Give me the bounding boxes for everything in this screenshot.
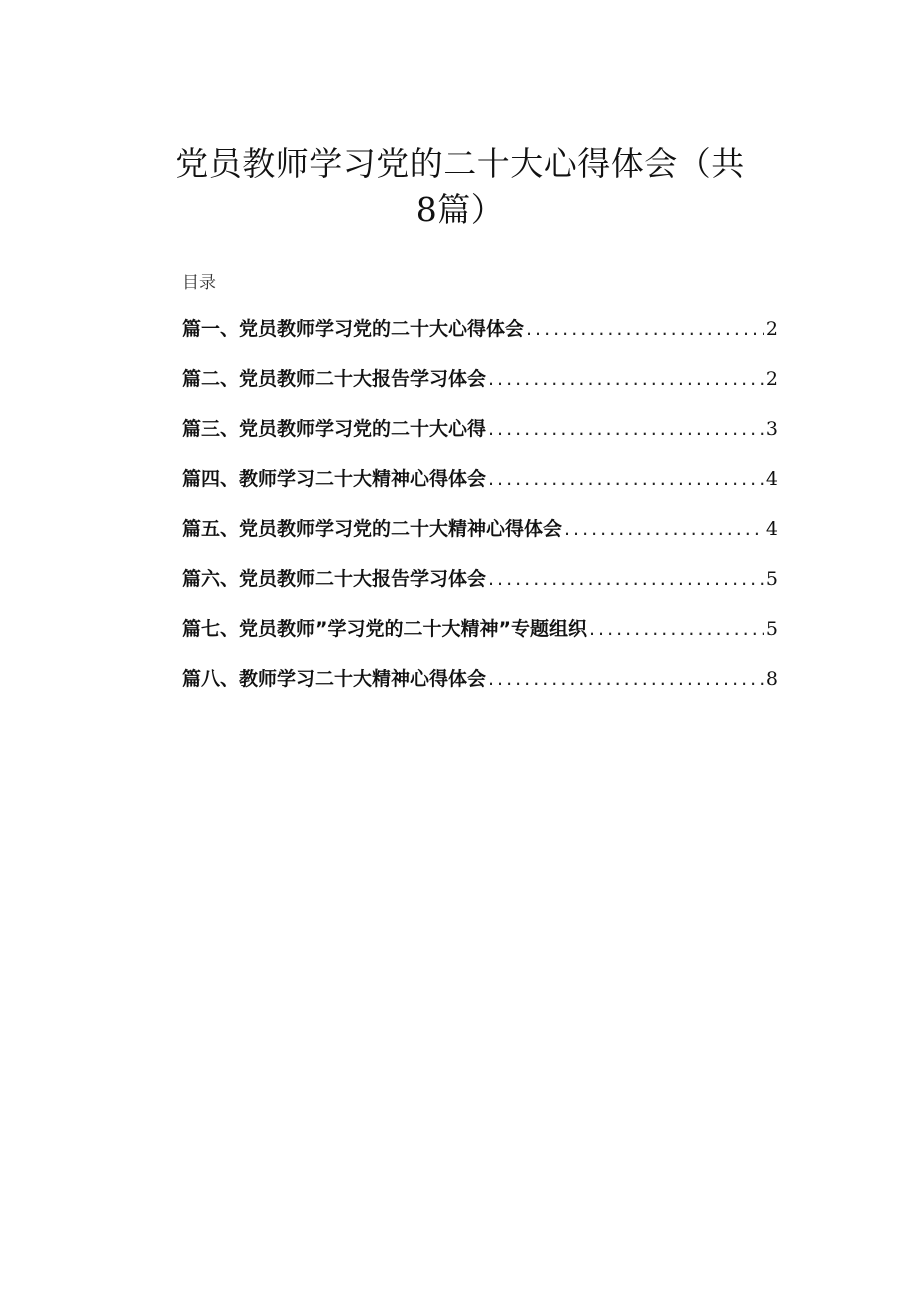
toc-entry-5[interactable] bbox=[182, 514, 778, 564]
toc-page-number: 3 bbox=[765, 418, 778, 440]
document-title-line2: 8篇） bbox=[415, 190, 505, 229]
toc-heading: 目录 bbox=[182, 273, 216, 293]
toc-page-number: 5 bbox=[765, 618, 778, 640]
document-title-line1: 党员教师学习党的二十大心得体会（共 bbox=[175, 144, 745, 183]
toc-page-number: 4 bbox=[765, 518, 778, 540]
toc-entry-8[interactable] bbox=[182, 664, 778, 714]
table-of-contents bbox=[182, 314, 778, 714]
toc-entry-title: 篇四、教师学习二十大精神心得体会 bbox=[182, 468, 487, 490]
toc-leader-dots bbox=[589, 618, 764, 640]
toc-leader-dots bbox=[488, 668, 764, 690]
toc-entry-title: 篇二、党员教师二十大报告学习体会 bbox=[182, 368, 487, 390]
toc-entry-7[interactable] bbox=[182, 614, 778, 664]
toc-entry-title: 篇五、党员教师学习党的二十大精神心得体会 bbox=[182, 518, 563, 540]
toc-page-number: 5 bbox=[765, 568, 778, 590]
toc-leader-dots bbox=[564, 518, 764, 540]
toc-entry-title: 篇八、教师学习二十大精神心得体会 bbox=[182, 668, 487, 690]
toc-leader-dots bbox=[526, 318, 764, 340]
toc-entry-4[interactable] bbox=[182, 464, 778, 514]
toc-entry-title: 篇三、党员教师学习党的二十大心得 bbox=[182, 418, 487, 440]
toc-entry-1[interactable] bbox=[182, 314, 778, 364]
toc-page-number: 2 bbox=[765, 368, 778, 390]
toc-page-number: 2 bbox=[765, 318, 778, 340]
toc-leader-dots bbox=[488, 368, 764, 390]
toc-entry-title: 篇六、党员教师二十大报告学习体会 bbox=[182, 568, 487, 590]
toc-leader-dots bbox=[488, 568, 764, 590]
toc-entry-3[interactable] bbox=[182, 414, 778, 464]
toc-leader-dots bbox=[488, 418, 764, 440]
toc-entry-2[interactable] bbox=[182, 364, 778, 414]
toc-leader-dots bbox=[488, 468, 764, 490]
toc-entry-title: 篇一、党员教师学习党的二十大心得体会 bbox=[182, 318, 525, 340]
toc-entry-6[interactable] bbox=[182, 564, 778, 614]
toc-page-number: 8 bbox=[765, 668, 778, 690]
toc-page-number: 4 bbox=[765, 468, 778, 490]
toc-entry-title: 篇七、党员教师”学习党的二十大精神”专题组织 bbox=[182, 618, 587, 640]
